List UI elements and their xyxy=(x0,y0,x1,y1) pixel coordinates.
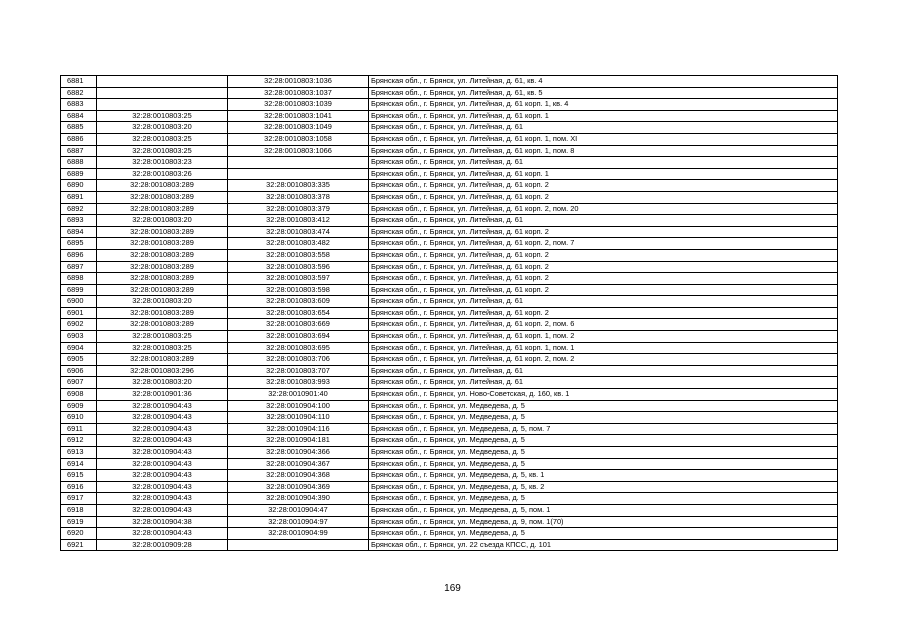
address-cell: Брянская обл., г. Брянск, ул. Литейная, д. 61 корп. 1, пом. 1 xyxy=(369,342,838,354)
parent-cadastral-number-cell: 32:28:0010803:289 xyxy=(97,180,228,192)
parent-cadastral-number-cell: 32:28:0010803:296 xyxy=(97,365,228,377)
address-cell: Брянская обл., г. Брянск, ул. Литейная, д. 61 xyxy=(369,122,838,134)
row-number-cell: 6885 xyxy=(61,122,97,134)
cadastral-number-cell: 32:28:0010803:558 xyxy=(228,249,369,261)
cadastral-number-cell: 32:28:0010904:47 xyxy=(228,504,369,516)
address-cell: Брянская обл., г. Брянск, ул. Литейная, д. 61 xyxy=(369,215,838,227)
parent-cadastral-number-cell: 32:28:0010803:25 xyxy=(97,342,228,354)
row-number-cell: 6895 xyxy=(61,238,97,250)
table-row xyxy=(61,447,838,459)
table-row xyxy=(61,110,838,122)
table-row xyxy=(61,249,838,261)
address-cell: Брянская обл., г. Брянск, ул. Литейная, д. 61 корп. 2, пом. 7 xyxy=(369,238,838,250)
cadastral-number-cell xyxy=(228,539,369,551)
cadastral-number-cell: 32:28:0010904:368 xyxy=(228,470,369,482)
cadastral-number-cell: 32:28:0010803:335 xyxy=(228,180,369,192)
address-cell: Брянская обл., г. Брянск, ул. Литейная, д. 61 корп. 1, пом. 2 xyxy=(369,331,838,343)
address-cell: Брянская обл., г. Брянск, ул. Медведева, д. 5 xyxy=(369,493,838,505)
row-number-cell: 6898 xyxy=(61,273,97,285)
row-number-cell: 6919 xyxy=(61,516,97,528)
cadastral-number-cell: 32:28:0010803:1049 xyxy=(228,122,369,134)
row-number-cell: 6889 xyxy=(61,168,97,180)
cadastral-number-cell: 32:28:0010803:1066 xyxy=(228,145,369,157)
row-number-cell: 6881 xyxy=(61,76,97,88)
cadastral-number-cell: 32:28:0010803:1041 xyxy=(228,110,369,122)
address-cell: Брянская обл., г. Брянск, ул. Литейная, д. 61 корп. 1 xyxy=(369,110,838,122)
page-number: 169 xyxy=(444,583,461,594)
table-row xyxy=(61,528,838,540)
row-number-cell: 6909 xyxy=(61,400,97,412)
cadastral-number-cell: 32:28:0010803:609 xyxy=(228,296,369,308)
row-number-cell: 6904 xyxy=(61,342,97,354)
row-number-cell: 6915 xyxy=(61,470,97,482)
cadastral-number-cell: 32:28:0010803:993 xyxy=(228,377,369,389)
address-cell: Брянская обл., г. Брянск, ул. Литейная, д. 61, кв. 5 xyxy=(369,87,838,99)
parent-cadastral-number-cell: 32:28:0010803:289 xyxy=(97,203,228,215)
row-number-cell: 6883 xyxy=(61,99,97,111)
row-number-cell: 6918 xyxy=(61,504,97,516)
address-cell: Брянская обл., г. Брянск, ул. Медведева, д. 5, пом. 1 xyxy=(369,504,838,516)
address-cell: Брянская обл., г. Брянск, ул. Медведева, д. 5, кв. 2 xyxy=(369,481,838,493)
row-number-cell: 6894 xyxy=(61,226,97,238)
row-number-cell: 6882 xyxy=(61,87,97,99)
table-row xyxy=(61,99,838,111)
table-row xyxy=(61,157,838,169)
row-number-cell: 6908 xyxy=(61,389,97,401)
cadastral-number-cell: 32:28:0010803:695 xyxy=(228,342,369,354)
cadastral-number-cell: 32:28:0010904:99 xyxy=(228,528,369,540)
row-number-cell: 6905 xyxy=(61,354,97,366)
address-cell: Брянская обл., г. Брянск, ул. 22 съезда КПСС, д. 101 xyxy=(369,539,838,551)
address-cell: Брянская обл., г. Брянск, ул. Литейная, д. 61 корп. 1, пом. XI xyxy=(369,133,838,145)
cadastral-number-cell: 32:28:0010803:1039 xyxy=(228,99,369,111)
parent-cadastral-number-cell xyxy=(97,99,228,111)
cadastral-number-cell: 32:28:0010803:596 xyxy=(228,261,369,273)
parent-cadastral-number-cell: 32:28:0010803:20 xyxy=(97,215,228,227)
document-table-container xyxy=(60,75,837,551)
cadastral-number-cell: 32:28:0010803:378 xyxy=(228,191,369,203)
table-row xyxy=(61,284,838,296)
row-number-cell: 6886 xyxy=(61,133,97,145)
parent-cadastral-number-cell: 32:28:0010803:23 xyxy=(97,157,228,169)
cadastral-number-cell: 32:28:0010904:97 xyxy=(228,516,369,528)
parent-cadastral-number-cell: 32:28:0010803:289 xyxy=(97,191,228,203)
row-number-cell: 6891 xyxy=(61,191,97,203)
row-number-cell: 6892 xyxy=(61,203,97,215)
row-number-cell: 6901 xyxy=(61,307,97,319)
parent-cadastral-number-cell: 32:28:0010803:20 xyxy=(97,296,228,308)
table-row xyxy=(61,87,838,99)
row-number-cell: 6907 xyxy=(61,377,97,389)
address-cell: Брянская обл., г. Брянск, ул. Литейная, д. 61 корп. 2 xyxy=(369,261,838,273)
cadastral-number-cell: 32:28:0010901:40 xyxy=(228,389,369,401)
parent-cadastral-number-cell xyxy=(97,87,228,99)
address-cell: Брянская обл., г. Брянск, ул. Литейная, д. 61 корп. 2 xyxy=(369,249,838,261)
cadastral-number-cell xyxy=(228,157,369,169)
cadastral-number-cell: 32:28:0010904:181 xyxy=(228,435,369,447)
parent-cadastral-number-cell: 32:28:0010803:289 xyxy=(97,319,228,331)
address-cell: Брянская обл., г. Брянск, ул. Литейная, д. 61 корп. 2 xyxy=(369,180,838,192)
parent-cadastral-number-cell: 32:28:0010803:289 xyxy=(97,261,228,273)
table-row xyxy=(61,215,838,227)
row-number-cell: 6912 xyxy=(61,435,97,447)
cadastral-number-cell: 32:28:0010803:1036 xyxy=(228,76,369,88)
row-number-cell: 6900 xyxy=(61,296,97,308)
cadastral-table xyxy=(60,75,838,551)
parent-cadastral-number-cell: 32:28:0010904:43 xyxy=(97,458,228,470)
address-cell: Брянская обл., г. Брянск, ул. Литейная, д. 61 xyxy=(369,296,838,308)
parent-cadastral-number-cell xyxy=(97,76,228,88)
row-number-cell: 6887 xyxy=(61,145,97,157)
table-row xyxy=(61,354,838,366)
address-cell: Брянская обл., г. Брянск, ул. Литейная, д. 61 корп. 2 xyxy=(369,273,838,285)
parent-cadastral-number-cell: 32:28:0010803:26 xyxy=(97,168,228,180)
address-cell: Брянская обл., г. Брянск, ул. Литейная, д. 61 корп. 1, кв. 4 xyxy=(369,99,838,111)
cadastral-number-cell: 32:28:0010803:706 xyxy=(228,354,369,366)
cadastral-number-cell: 32:28:0010803:1058 xyxy=(228,133,369,145)
row-number-cell: 6911 xyxy=(61,423,97,435)
cadastral-number-cell: 32:28:0010904:100 xyxy=(228,400,369,412)
table-row xyxy=(61,226,838,238)
address-cell: Брянская обл., г. Брянск, ул. Ново-Советская, д. 160, кв. 1 xyxy=(369,389,838,401)
table-row xyxy=(61,400,838,412)
parent-cadastral-number-cell: 32:28:0010904:43 xyxy=(97,400,228,412)
table-row xyxy=(61,307,838,319)
table-body xyxy=(61,76,838,551)
parent-cadastral-number-cell: 32:28:0010904:43 xyxy=(97,528,228,540)
address-cell: Брянская обл., г. Брянск, ул. Медведева, д. 5, пом. 7 xyxy=(369,423,838,435)
cadastral-number-cell xyxy=(228,168,369,180)
cadastral-number-cell: 32:28:0010803:412 xyxy=(228,215,369,227)
cadastral-number-cell: 32:28:0010803:598 xyxy=(228,284,369,296)
row-number-cell: 6906 xyxy=(61,365,97,377)
address-cell: Брянская обл., г. Брянск, ул. Литейная, д. 61 корп. 2 xyxy=(369,191,838,203)
table-row xyxy=(61,319,838,331)
address-cell: Брянская обл., г. Брянск, ул. Литейная, д. 61 xyxy=(369,365,838,377)
parent-cadastral-number-cell: 32:28:0010803:289 xyxy=(97,249,228,261)
table-row xyxy=(61,145,838,157)
cadastral-number-cell: 32:28:0010904:366 xyxy=(228,447,369,459)
address-cell: Брянская обл., г. Брянск, ул. Медведева, д. 5 xyxy=(369,458,838,470)
address-cell: Брянская обл., г. Брянск, ул. Литейная, д. 61 корп. 2 xyxy=(369,226,838,238)
parent-cadastral-number-cell: 32:28:0010909:28 xyxy=(97,539,228,551)
address-cell: Брянская обл., г. Брянск, ул. Литейная, д. 61 xyxy=(369,157,838,169)
cadastral-number-cell: 32:28:0010803:707 xyxy=(228,365,369,377)
address-cell: Брянская обл., г. Брянск, ул. Литейная, д. 61 xyxy=(369,377,838,389)
address-cell: Брянская обл., г. Брянск, ул. Литейная, д. 61 корп. 2, пом. 6 xyxy=(369,319,838,331)
parent-cadastral-number-cell: 32:28:0010803:25 xyxy=(97,133,228,145)
table-row xyxy=(61,389,838,401)
table-row xyxy=(61,331,838,343)
cadastral-number-cell: 32:28:0010803:654 xyxy=(228,307,369,319)
table-row xyxy=(61,435,838,447)
row-number-cell: 6893 xyxy=(61,215,97,227)
parent-cadastral-number-cell: 32:28:0010803:25 xyxy=(97,331,228,343)
cadastral-number-cell: 32:28:0010803:597 xyxy=(228,273,369,285)
cadastral-number-cell: 32:28:0010803:474 xyxy=(228,226,369,238)
parent-cadastral-number-cell: 32:28:0010803:289 xyxy=(97,273,228,285)
table-row xyxy=(61,493,838,505)
cadastral-number-cell: 32:28:0010904:110 xyxy=(228,412,369,424)
row-number-cell: 6903 xyxy=(61,331,97,343)
row-number-cell: 6897 xyxy=(61,261,97,273)
table-row xyxy=(61,412,838,424)
cadastral-number-cell: 32:28:0010904:116 xyxy=(228,423,369,435)
cadastral-number-cell: 32:28:0010904:367 xyxy=(228,458,369,470)
parent-cadastral-number-cell: 32:28:0010904:43 xyxy=(97,504,228,516)
address-cell: Брянская обл., г. Брянск, ул. Медведева, д. 5 xyxy=(369,412,838,424)
address-cell: Брянская обл., г. Брянск, ул. Литейная, д. 61 корп. 1, пом. 8 xyxy=(369,145,838,157)
parent-cadastral-number-cell: 32:28:0010803:25 xyxy=(97,145,228,157)
table-row xyxy=(61,470,838,482)
address-cell: Брянская обл., г. Брянск, ул. Медведева, д. 5, кв. 1 xyxy=(369,470,838,482)
table-row xyxy=(61,273,838,285)
table-row xyxy=(61,133,838,145)
address-cell: Брянская обл., г. Брянск, ул. Литейная, д. 61, кв. 4 xyxy=(369,76,838,88)
row-number-cell: 6896 xyxy=(61,249,97,261)
parent-cadastral-number-cell: 32:28:0010803:20 xyxy=(97,377,228,389)
parent-cadastral-number-cell: 32:28:0010803:289 xyxy=(97,226,228,238)
table-row xyxy=(61,191,838,203)
row-number-cell: 6890 xyxy=(61,180,97,192)
cadastral-number-cell: 32:28:0010904:369 xyxy=(228,481,369,493)
table-row xyxy=(61,516,838,528)
row-number-cell: 6917 xyxy=(61,493,97,505)
table-row xyxy=(61,76,838,88)
table-row xyxy=(61,377,838,389)
table-row xyxy=(61,168,838,180)
table-row xyxy=(61,261,838,273)
row-number-cell: 6920 xyxy=(61,528,97,540)
table-row xyxy=(61,423,838,435)
parent-cadastral-number-cell: 32:28:0010904:43 xyxy=(97,447,228,459)
address-cell: Брянская обл., г. Брянск, ул. Литейная, д. 61 корп. 1 xyxy=(369,168,838,180)
row-number-cell: 6913 xyxy=(61,447,97,459)
row-number-cell: 6910 xyxy=(61,412,97,424)
address-cell: Брянская обл., г. Брянск, ул. Литейная, д. 61 корп. 2, пом. 2 xyxy=(369,354,838,366)
address-cell: Брянская обл., г. Брянск, ул. Медведева, д. 5 xyxy=(369,435,838,447)
table-row xyxy=(61,296,838,308)
parent-cadastral-number-cell: 32:28:0010803:289 xyxy=(97,354,228,366)
parent-cadastral-number-cell: 32:28:0010904:43 xyxy=(97,412,228,424)
row-number-cell: 6916 xyxy=(61,481,97,493)
address-cell: Брянская обл., г. Брянск, ул. Медведева, д. 5 xyxy=(369,400,838,412)
row-number-cell: 6888 xyxy=(61,157,97,169)
cadastral-number-cell: 32:28:0010803:669 xyxy=(228,319,369,331)
row-number-cell: 6921 xyxy=(61,539,97,551)
table-row xyxy=(61,180,838,192)
parent-cadastral-number-cell: 32:28:0010904:43 xyxy=(97,470,228,482)
parent-cadastral-number-cell: 32:28:0010901:36 xyxy=(97,389,228,401)
parent-cadastral-number-cell: 32:28:0010803:289 xyxy=(97,238,228,250)
table-row xyxy=(61,122,838,134)
address-cell: Брянская обл., г. Брянск, ул. Медведева, д. 5 xyxy=(369,447,838,459)
parent-cadastral-number-cell: 32:28:0010904:43 xyxy=(97,435,228,447)
parent-cadastral-number-cell: 32:28:0010803:289 xyxy=(97,284,228,296)
address-cell: Брянская обл., г. Брянск, ул. Литейная, д. 61 корп. 2, пом. 20 xyxy=(369,203,838,215)
table-row xyxy=(61,539,838,551)
table-row xyxy=(61,504,838,516)
address-cell: Брянская обл., г. Брянск, ул. Литейная, д. 61 корп. 2 xyxy=(369,284,838,296)
parent-cadastral-number-cell: 32:28:0010803:25 xyxy=(97,110,228,122)
cadastral-number-cell: 32:28:0010803:379 xyxy=(228,203,369,215)
parent-cadastral-number-cell: 32:28:0010904:43 xyxy=(97,423,228,435)
table-row xyxy=(61,458,838,470)
parent-cadastral-number-cell: 32:28:0010904:43 xyxy=(97,481,228,493)
row-number-cell: 6902 xyxy=(61,319,97,331)
table-row xyxy=(61,238,838,250)
row-number-cell: 6914 xyxy=(61,458,97,470)
address-cell: Брянская обл., г. Брянск, ул. Медведева, д. 9, пом. 1(70) xyxy=(369,516,838,528)
table-row xyxy=(61,365,838,377)
parent-cadastral-number-cell: 32:28:0010904:43 xyxy=(97,493,228,505)
cadastral-number-cell: 32:28:0010803:1037 xyxy=(228,87,369,99)
cadastral-number-cell: 32:28:0010904:390 xyxy=(228,493,369,505)
cadastral-number-cell: 32:28:0010803:694 xyxy=(228,331,369,343)
table-row xyxy=(61,481,838,493)
table-row xyxy=(61,203,838,215)
table-row xyxy=(61,342,838,354)
address-cell: Брянская обл., г. Брянск, ул. Литейная, д. 61 корп. 2 xyxy=(369,307,838,319)
address-cell: Брянская обл., г. Брянск, ул. Медведева, д. 5 xyxy=(369,528,838,540)
row-number-cell: 6899 xyxy=(61,284,97,296)
cadastral-number-cell: 32:28:0010803:482 xyxy=(228,238,369,250)
parent-cadastral-number-cell: 32:28:0010904:38 xyxy=(97,516,228,528)
parent-cadastral-number-cell: 32:28:0010803:20 xyxy=(97,122,228,134)
parent-cadastral-number-cell: 32:28:0010803:289 xyxy=(97,307,228,319)
row-number-cell: 6884 xyxy=(61,110,97,122)
